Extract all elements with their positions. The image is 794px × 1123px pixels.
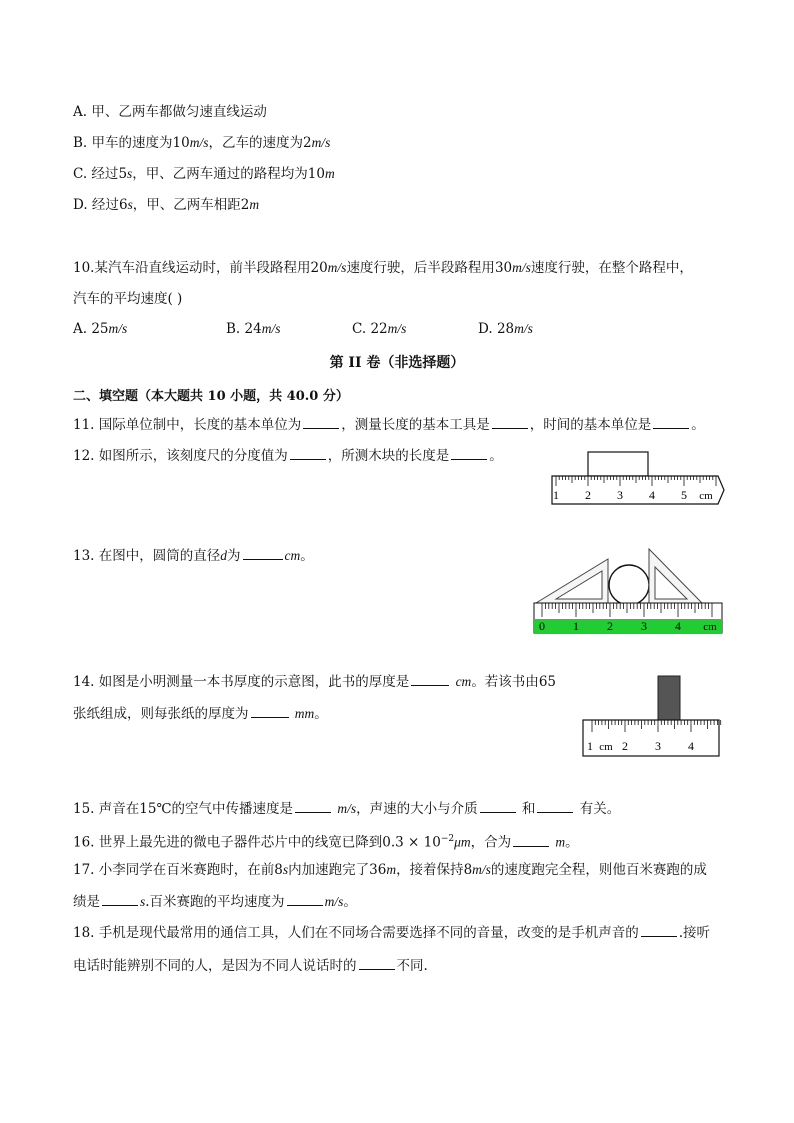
ruler-unit-label: cm xyxy=(703,621,717,633)
q15-blank-1[interactable] xyxy=(295,798,331,813)
ruler-tick-label: 3 xyxy=(617,488,623,502)
q12-blank-1[interactable] xyxy=(290,445,326,460)
q15-blank-3[interactable] xyxy=(537,798,573,813)
q11-blank-2[interactable] xyxy=(492,414,528,429)
part2-title: 第 II 卷（非选择题） xyxy=(329,355,465,371)
section2-heading: 二、填空题（本大题共 10 小题，共 40.0 分） xyxy=(73,389,349,404)
figure-q13-cylinder xyxy=(530,545,726,641)
ruler-tick-label: 0 xyxy=(539,619,545,633)
q10-option-d: D. 28m/s xyxy=(478,321,533,337)
ruler-tick-label: 1 xyxy=(587,739,593,753)
q12: 12. 如图所示，该刻度尺的分度值为 ，所测木块的长度是 。 xyxy=(73,445,503,466)
ruler-tick-label: 1 xyxy=(553,488,559,502)
q17-blank-2[interactable] xyxy=(287,891,323,906)
ruler-tick-label: 2 xyxy=(622,739,628,753)
book xyxy=(658,676,680,720)
q13: 13. 在图中，圆筒的直径d为 cm。 xyxy=(73,545,314,566)
q12-blank-2[interactable] xyxy=(451,445,487,460)
q10-option-a: A. 25m/s xyxy=(73,321,128,337)
q9-option-d: D. 经过6s，甲、乙两车相距2m xyxy=(73,197,260,213)
q17-line2: 绩是 s.百米赛跑的平均速度为 m/s。 xyxy=(73,891,357,912)
ruler-diagram xyxy=(548,448,728,510)
q15-blank-2[interactable] xyxy=(480,798,516,813)
ruler-tick-label: 5 xyxy=(681,488,687,502)
q9-option-b: B. 甲车的速度为10m/s，乙车的速度为2m/s xyxy=(73,135,331,151)
q11-blank-3[interactable] xyxy=(653,414,689,429)
q14-blank-1[interactable] xyxy=(411,671,449,686)
q18-blank-2[interactable] xyxy=(359,955,395,970)
ruler-tick-label: 2 xyxy=(607,619,613,633)
ruler-tick-label: 3 xyxy=(641,619,647,633)
q14-blank-2[interactable] xyxy=(251,703,289,718)
q10-option-c: C. 22m/s xyxy=(352,321,407,337)
q11: 11. 国际单位制中，长度的基本单位为 ，测量长度的基本工具是 ，时间的基本单位是 。 xyxy=(73,414,705,435)
q15: 15. 声音在15℃的空气中传播速度是 m/s，声速的大小与介质 和 有关。 xyxy=(73,798,620,819)
green-ruler-strip xyxy=(534,619,722,633)
ruler-body xyxy=(552,476,724,504)
q14-line1: 14. 如图是小明测量一本书厚度的示意图，此书的厚度是 cm。若该书由65 xyxy=(73,671,556,692)
ruler-tick-label: 2 xyxy=(585,488,591,502)
q18-line1: 18. 手机是现代最常用的通信工具，人们在不同场合需要选择不同的音量，改变的是手机声音的 .接听 xyxy=(73,922,710,943)
q14-line2: 张纸组成，则每张纸的厚度为 mm。 xyxy=(73,703,328,724)
wooden-block xyxy=(588,452,648,476)
cylinder-circle xyxy=(609,565,649,605)
q17-blank-1[interactable] xyxy=(102,891,138,906)
ruler-unit-label: cm xyxy=(599,741,613,753)
ruler-unit-label: cm xyxy=(699,490,713,502)
q17-line1: 17. 小李同学在百米赛跑时，在前8s内加速跑完了36m，接着保持8m/s的速度跑完全程，则他百米赛跑的成 xyxy=(73,862,707,878)
ruler-tick-label: 4 xyxy=(675,619,681,633)
figure-q12-ruler xyxy=(548,448,728,514)
ruler-tick-label: 4 xyxy=(649,488,655,502)
ruler-tick-label: 1 xyxy=(573,619,579,633)
q13-blank[interactable] xyxy=(243,545,283,560)
cylinder-diagram xyxy=(530,545,726,637)
q10-stem-line2: 汽车的平均速度( ) xyxy=(73,291,183,307)
q11-blank-1[interactable] xyxy=(303,414,339,429)
q18-line2: 电话时能辨别不同的人，是因为不同人说话时的 不同. xyxy=(73,955,428,976)
ruler-tick-label: 3 xyxy=(655,739,661,753)
q16: 16. 世界上最先进的微电子器件芯片中的线宽已降到$0.3 \times 10^{-2}\mu m$，合为 m。 xyxy=(73,829,579,853)
q9-option-a: A. 甲、乙两车都做匀速直线运动 xyxy=(73,104,267,120)
q10-stem-line1: 10.某汽车沿直线运动时，前半段路程用20m/s速度行驶，后半段路程用30m/s速度行驶，在整个路程中， xyxy=(73,260,693,276)
figure-q14-book xyxy=(580,674,722,764)
ruler-tick-label: 4 xyxy=(688,739,694,753)
q18-blank-1[interactable] xyxy=(641,922,677,937)
q9-option-c: C. 经过5s，甲、乙两车通过的路程均为10m xyxy=(73,166,335,182)
book-thickness-diagram xyxy=(580,674,722,760)
q10-option-b: B. 24m/s xyxy=(226,321,281,337)
q16-blank[interactable] xyxy=(513,832,549,847)
